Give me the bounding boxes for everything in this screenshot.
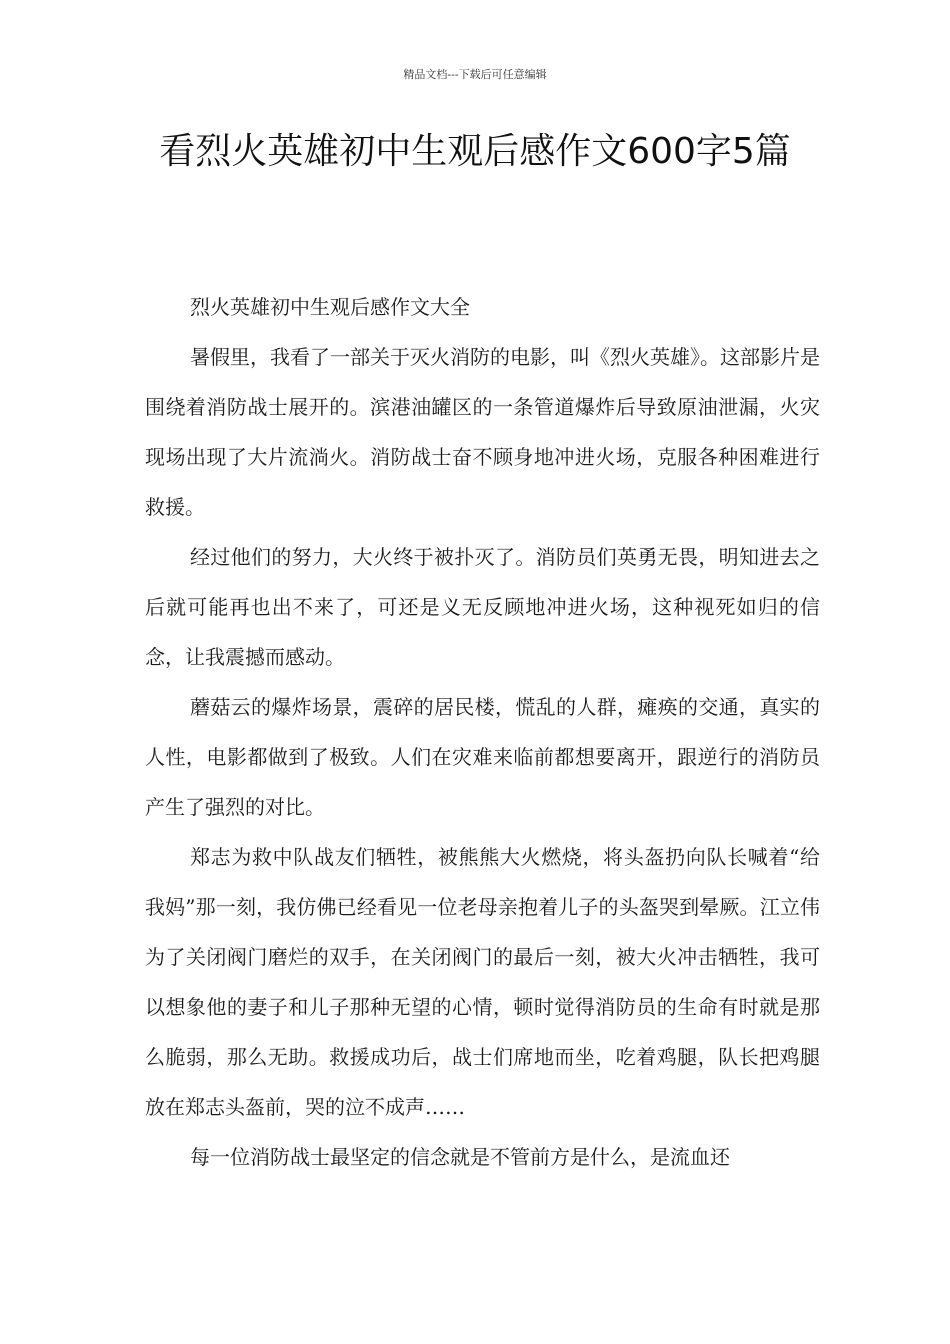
document-title: 看烈火英雄初中生观后感作文600字5篇	[159, 131, 791, 172]
document-body	[145, 282, 820, 1182]
paragraph: 暑假里，我看了一部关于灭火消防的电影，叫《烈火英雄》。这部影片是围绕着消防战士展开的。滨港油罐区的一条管道爆炸后导致原油泄漏，火灾现场出现了大片流淌火。消防战士奋不顾身地冲进火场，克服各种困难进行救援。	[145, 345, 820, 519]
paragraph: 蘑菇云的爆炸场景，震碎的居民楼，慌乱的人群，瘫痪的交通，真实的人性，电影都做到了极致。人们在灾难来临前都想要离开，跟逆行的消防员产生了强烈的对比。	[145, 695, 820, 819]
paragraph: 郑志为救中队战友们牺牲，被熊熊大火燃烧，将头盔扔向队长喊着“给我妈”那一刻，我仿佛已经看见一位老母亲抱着儿子的头盔哭到晕厥。江立伟为了关闭阀门磨烂的双手，在关闭阀门的最后一刻，被大火冲击牺牲，我可以想象他的妻子和儿子那种无望的心情，顿时觉得消防员的生命有时就是那么脆弱，那么无助。救援成功后，战士们席地而坐，吃着鸡腿，队长把鸡腿放在郑志头盔前，哭的泣不成声……	[145, 845, 820, 1119]
paragraph-subtitle: 烈火英雄初中生观后感作文大全	[190, 295, 470, 319]
paragraph: 每一位消防战士最坚定的信念就是不管前方是什么，是流血还	[190, 1145, 730, 1169]
header-note: 精品文档---下载后可任意编辑	[403, 68, 547, 81]
paragraph: 经过他们的努力，大火终于被扑灭了。消防员们英勇无畏，明知进去之后就可能再也出不来了，可还是义无反顾地冲进火场，这种视死如归的信念，让我震撼而感动。	[145, 545, 820, 669]
